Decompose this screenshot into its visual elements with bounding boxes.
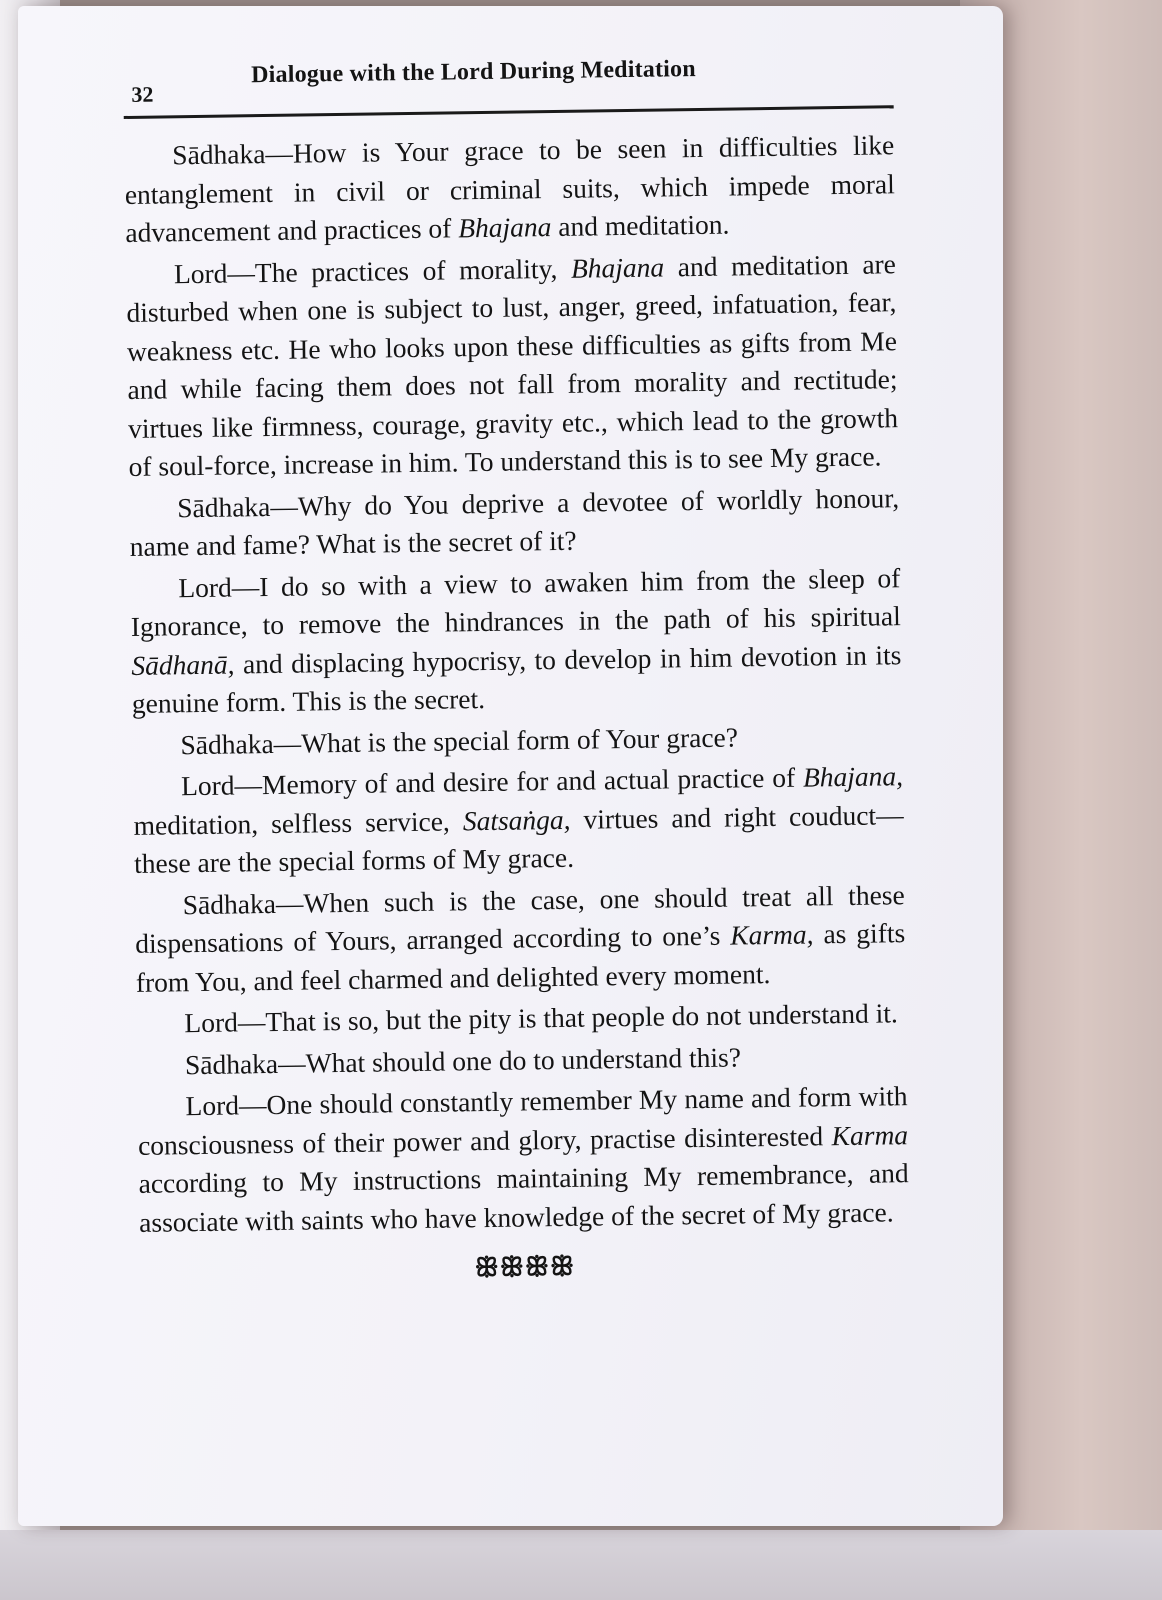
speaker: Sādhaka— (182, 887, 304, 920)
background-bottom (0, 1530, 1162, 1600)
dialogue-paragraph: Lord—The practices of morality, Bhajana and meditation are disturbed when one is subject to lust, anger, greed, infatuation, fear, weakness etc. He who looks upon these difficulties as gifts from Me and while facing them does not fall from morality and rectitude; virtues like firmness, courage, gravity etc., which lead to the growth of soul-force, increase in him. To understand this is to see My grace. (126, 247, 899, 482)
dialogue-paragraph: Sādhaka—What is the special form of Your grace? (180, 720, 739, 760)
speaker: Lord— (178, 570, 260, 603)
book-page (18, 6, 1003, 1526)
speaker: Lord— (185, 1089, 267, 1122)
page-number: 32 (131, 81, 154, 107)
speaker: Lord— (184, 1006, 266, 1039)
dialogue-paragraph: Lord—One should constantly remember My name and form with consciousness of their power and glory, practise disinterested Karma according to My instructions maintaining My remembrance, and associate with saints who have knowledge of the secret of My grace. (137, 1080, 909, 1238)
speaker: Sādhaka— (180, 727, 302, 760)
speaker: Sādhaka— (176, 490, 299, 523)
speaker: Lord— (173, 256, 256, 289)
page-header (123, 53, 894, 119)
dialogue-paragraph: Lord—That is so, but the pity is that people do not understand it. (184, 997, 898, 1039)
dialogue-paragraph: Sādhaka—Why do You deprive a devotee of worldly honour, name and fame? What is the secret of it? (129, 481, 900, 562)
end-ornament: ꕥꕥꕥꕥ (474, 1251, 576, 1284)
speaker: Lord— (180, 769, 263, 802)
dialogue-paragraph: Sādhaka—How is Your grace to be seen in difficulties like entanglement in civil or criminal suits, which impede moral advancement and practices of Bhajana and meditation. (124, 129, 895, 248)
body-text (124, 126, 909, 1242)
dialogue-paragraph: Lord—Memory of and desire for and actual practice of Bhajana, meditation, selfless service, Satsaṅga, virtues and right couduct—these are the special forms of My grace. (133, 760, 904, 879)
speaker: Sādhaka— (172, 137, 294, 171)
running-title: Dialogue with the Lord During Meditation (250, 56, 696, 89)
speaker: Sādhaka— (184, 1047, 306, 1080)
dialogue-paragraph: Sādhaka—What should one do to understand this? (184, 1040, 742, 1080)
dialogue-paragraph: Lord—I do so with a view to awaken him from the sleep of Ignorance, to remove the hindrances in the path of his spiritual Sādhanā, and displacing hypocrisy, to develop in him devotion in its genuine form. This is the secret. (130, 561, 902, 719)
dialogue-paragraph: Sādhaka—When such is the case, one should treat all these dispensations of Yours, arranged according to one’s Karma, as gifts from You, and feel charmed and delighted every moment. (135, 878, 906, 998)
page-content (123, 53, 910, 1289)
